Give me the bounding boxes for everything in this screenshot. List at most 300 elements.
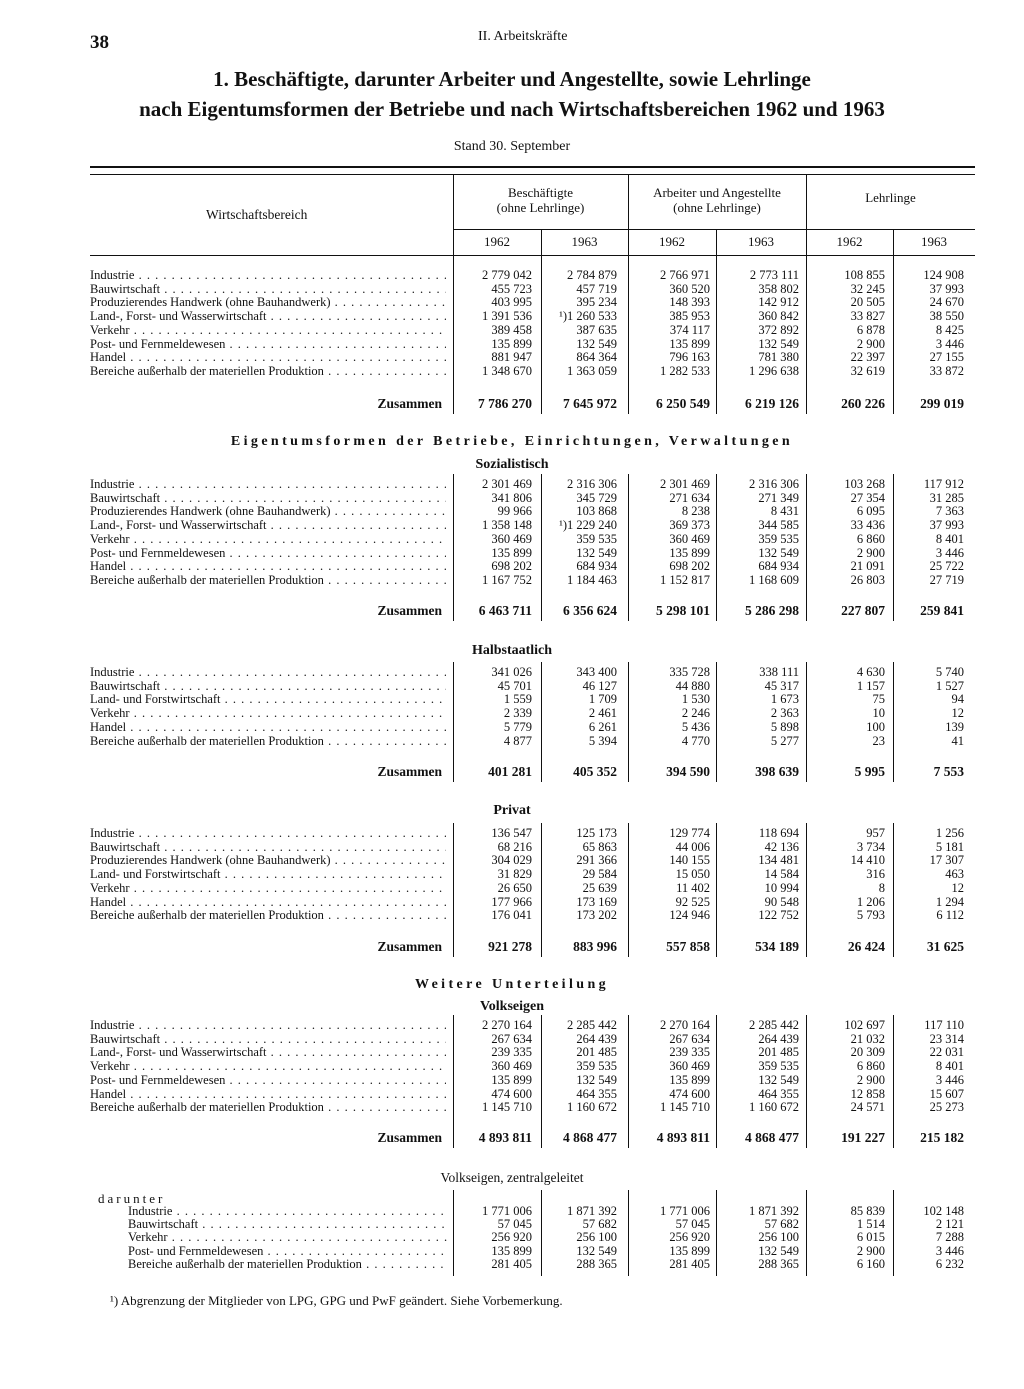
cell-value: 1 559: [503, 692, 532, 707]
cell-value: 33 827: [850, 309, 885, 324]
total-value: 405 352: [573, 764, 617, 779]
row-label: Industrie . . .: [90, 268, 446, 282]
cell-value: 135 899: [669, 1243, 710, 1258]
cell-value: 881 947: [491, 350, 532, 365]
row-label: Post- und Fernmeldewesen . . .: [90, 1073, 446, 1087]
total-row: [0, 602, 1024, 620]
row-label: Verkehr . . .: [90, 706, 446, 720]
cell-value: 463: [945, 867, 964, 882]
year-header: 1962: [484, 234, 510, 249]
cell-value: 281 405: [491, 1256, 532, 1271]
cell-value: 5 436: [681, 719, 710, 734]
cell-value: 26 650: [497, 880, 532, 895]
cell-value: 102 697: [844, 1018, 885, 1032]
cell-value: 140 155: [669, 853, 710, 868]
cell-value: 8 425: [935, 322, 964, 337]
total-value: 394 590: [666, 764, 710, 779]
table-row: [0, 867, 1024, 881]
cell-value: 31 829: [497, 867, 532, 882]
cell-value: 359 535: [758, 1059, 799, 1074]
total-value: 4 893 811: [656, 1130, 710, 1145]
cell-value: 117 912: [923, 477, 964, 491]
table-row: [0, 364, 1024, 378]
row-label: Bauwirtschaft . . .: [90, 282, 446, 296]
year-header: 1962: [836, 234, 863, 249]
total-value: 398 639: [755, 764, 799, 779]
cell-value: 27 155: [929, 350, 964, 365]
cell-value: 3 446: [935, 336, 964, 351]
cell-value: 32 619: [850, 363, 885, 378]
cell-value: 1 145 710: [482, 1100, 532, 1115]
total-value: 260 226: [841, 396, 885, 411]
table-row: [0, 720, 1024, 734]
cell-value: 2 900: [856, 1243, 885, 1258]
total-value: 4 893 811: [478, 1130, 532, 1145]
cell-value: 264 439: [758, 1031, 799, 1046]
cell-value: 2 121: [935, 1217, 964, 1232]
table-row: [0, 881, 1024, 895]
cell-value: 24 571: [850, 1100, 885, 1115]
cell-value: 2 900: [856, 336, 885, 351]
cell-value: 32 245: [850, 281, 885, 296]
total-value: 4 868 477: [745, 1130, 799, 1145]
cell-value: 4 877: [503, 733, 532, 748]
row-label: Land-, Forst- und Wasserwirtschaft . . .: [90, 518, 446, 532]
cell-value: 684 934: [758, 559, 799, 574]
total-label: Zusammen: [377, 396, 442, 411]
cell-value: 395 234: [576, 295, 617, 310]
total-value: 31 625: [926, 939, 964, 954]
cell-value: 369 373: [669, 518, 710, 533]
cell-value: 1 160 672: [749, 1100, 799, 1115]
cell-value: 57 045: [675, 1217, 710, 1232]
cell-value: 5 898: [770, 719, 799, 734]
cell-value: 8 401: [935, 1059, 964, 1074]
row-header-label: Wirtschaftsbereich: [206, 207, 308, 222]
row-label: Bereiche außerhalb der materiellen Produktion . . .: [90, 1100, 446, 1114]
cell-value: 698 202: [669, 559, 710, 574]
total-value: 557 858: [666, 939, 710, 954]
cell-value: 1 294: [935, 894, 964, 909]
cell-value: 338 111: [759, 665, 799, 679]
cell-value: 135 899: [491, 545, 532, 560]
cell-value: 1 296 638: [749, 363, 799, 378]
total-value: 5 286 298: [745, 603, 799, 618]
row-label: Bereiche außerhalb der materiellen Produktion . . .: [90, 573, 446, 587]
table-row: [0, 1257, 1024, 1271]
cell-value: 37 993: [929, 518, 964, 533]
cell-value: 1 530: [681, 692, 710, 707]
row-label: Produzierendes Handwerk (ohne Bauhandwerk) . . .: [90, 504, 446, 518]
cell-value: 65 863: [582, 839, 617, 854]
cell-value: 256 920: [669, 1230, 710, 1245]
cell-value: 345 729: [576, 490, 617, 505]
cell-value: 464 355: [576, 1086, 617, 1101]
cell-value: 343 400: [576, 665, 617, 679]
cell-value: 2 285 442: [749, 1018, 799, 1032]
cell-value: 271 634: [669, 490, 710, 505]
total-value: 227 807: [841, 603, 885, 618]
row-label: Post- und Fernmeldewesen . . .: [90, 337, 446, 351]
cell-value: 304 029: [491, 853, 532, 868]
row-label: Bereiche außerhalb der materiellen Produktion . . .: [90, 734, 446, 748]
table-row: [0, 477, 1024, 491]
cell-value: 125 173: [576, 826, 617, 840]
cell-value: 25 273: [929, 1100, 964, 1115]
cell-value: 2 766 971: [660, 268, 710, 282]
cell-value: 6 232: [935, 1256, 964, 1271]
cell-value: 2 773 111: [749, 268, 799, 282]
cell-value: 102 148: [923, 1204, 964, 1218]
cell-value: 6 261: [588, 719, 617, 734]
cell-value: 2 363: [770, 706, 799, 721]
cell-value: 1 871 392: [567, 1204, 617, 1218]
row-label: Verkehr . . .: [90, 532, 446, 546]
cell-value: 3 734: [856, 839, 885, 854]
table-row: [0, 1087, 1024, 1101]
total-value: 26 424: [847, 939, 885, 954]
row-label: Handel . . .: [90, 895, 446, 909]
cell-value: 10 994: [764, 880, 799, 895]
row-label: Land- und Forstwirtschaft . . .: [90, 867, 446, 881]
cell-value: 474 600: [491, 1086, 532, 1101]
cell-value: 341 026: [491, 665, 532, 679]
cell-value: 23: [872, 733, 885, 748]
cell-value: 44 006: [675, 839, 710, 854]
table-row: [0, 350, 1024, 364]
total-value: 7 786 270: [478, 396, 532, 411]
cell-value: 1 206: [856, 894, 885, 909]
cell-value: 124 908: [923, 268, 964, 282]
cell-value: 385 953: [669, 309, 710, 324]
cell-value: 2 900: [856, 545, 885, 560]
col-group-workers: Arbeiter und Angestellte (ohne Lehrlinge): [653, 185, 781, 215]
cell-value: 7 363: [935, 504, 964, 519]
total-row: [0, 763, 1024, 781]
cell-value: 37 993: [929, 281, 964, 296]
cell-value: ¹)1 260 533: [559, 309, 617, 324]
cell-value: 57 682: [764, 1217, 799, 1232]
cell-value: 291 366: [576, 853, 617, 868]
cell-value: 7 288: [935, 1230, 964, 1245]
table-row: [0, 1244, 1024, 1258]
total-label: Zusammen: [377, 603, 442, 618]
cell-value: 288 365: [758, 1256, 799, 1271]
header-bottom-rule: [90, 255, 975, 256]
row-label: Bereiche außerhalb der materiellen Produktion . . .: [90, 364, 446, 378]
cell-value: 360 469: [669, 1059, 710, 1074]
cell-value: 5 793: [856, 908, 885, 923]
table-row: [0, 1032, 1024, 1046]
row-label: Produzierendes Handwerk (ohne Bauhandwerk) . . .: [90, 853, 446, 867]
cell-value: 24 670: [929, 295, 964, 310]
cell-value: 17 307: [929, 853, 964, 868]
cell-value: 1 673: [770, 692, 799, 707]
table-title-line-1: 1. Beschäftigte, darunter Arbeiter und Angestellte, sowie Lehrlinge: [213, 67, 811, 91]
table-row: [0, 679, 1024, 693]
table-row: [0, 1059, 1024, 1073]
cell-value: 239 335: [669, 1045, 710, 1060]
total-value: 259 841: [920, 603, 964, 618]
cell-value: 341 806: [491, 490, 532, 505]
table-row: [0, 840, 1024, 854]
cell-value: 3 446: [935, 1072, 964, 1087]
cell-value: 38 550: [929, 309, 964, 324]
header-mid-rule: [453, 229, 975, 230]
table-row: [0, 895, 1024, 909]
cell-value: 1 348 670: [482, 363, 532, 378]
table-row: [0, 706, 1024, 720]
table-row: [0, 1073, 1024, 1087]
cell-value: 335 728: [669, 665, 710, 679]
cell-value: 457 719: [576, 281, 617, 296]
table-row: [0, 1018, 1024, 1032]
cell-value: 455 723: [491, 281, 532, 296]
table-row: [0, 853, 1024, 867]
year-header: 1962: [659, 234, 685, 249]
total-value: 6 250 549: [656, 396, 710, 411]
cell-value: 267 634: [491, 1031, 532, 1046]
row-label: Land-, Forst- und Wasserwirtschaft . . .: [90, 309, 446, 323]
cell-value: 256 100: [758, 1230, 799, 1245]
cell-value: 173 169: [576, 894, 617, 909]
row-label: Bereiche außerhalb der materiellen Produktion . . .: [128, 1257, 448, 1271]
table-row: [0, 282, 1024, 296]
cell-value: 1 363 059: [567, 363, 617, 378]
cell-value: 2 270 164: [660, 1018, 710, 1032]
cell-value: 6 160: [856, 1256, 885, 1271]
cell-value: 372 892: [758, 322, 799, 337]
row-label: Industrie . . .: [128, 1204, 448, 1218]
total-value: 7 553: [933, 764, 964, 779]
total-value: 6 463 711: [478, 603, 532, 618]
cell-value: 957: [866, 826, 885, 840]
cell-value: 135 899: [491, 1243, 532, 1258]
cell-value: 1 391 536: [482, 309, 532, 324]
cell-value: 6 878: [856, 322, 885, 337]
cell-value: 316: [866, 867, 885, 882]
table-row: [0, 826, 1024, 840]
cell-value: 14 584: [764, 867, 799, 882]
cell-value: 135 899: [491, 336, 532, 351]
table-row: [0, 1230, 1024, 1244]
cell-value: 6 860: [856, 531, 885, 546]
total-row: [0, 938, 1024, 956]
cell-value: 1 184 463: [567, 572, 617, 587]
cell-value: 42 136: [764, 839, 799, 854]
cell-value: 117 110: [924, 1018, 964, 1032]
cell-value: 698 202: [491, 559, 532, 574]
cell-value: 103 868: [576, 504, 617, 519]
row-label: Handel . . .: [90, 720, 446, 734]
row-label: Bereiche außerhalb der materiellen Produktion . . .: [90, 908, 446, 922]
cell-value: 6 112: [936, 908, 964, 923]
cell-value: 45 317: [764, 678, 799, 693]
cell-value: 136 547: [491, 826, 532, 840]
cell-value: 135 899: [669, 336, 710, 351]
total-row: [0, 1129, 1024, 1147]
cell-value: 2 779 042: [482, 268, 532, 282]
cell-value: 5 394: [588, 733, 617, 748]
table-row: [0, 268, 1024, 282]
cell-value: 33 872: [929, 363, 964, 378]
cell-value: ¹)1 229 240: [559, 518, 617, 533]
cell-value: 90 548: [764, 894, 799, 909]
cell-value: 12: [951, 880, 964, 895]
cell-value: 173 202: [576, 908, 617, 923]
cell-value: 176 041: [491, 908, 532, 923]
cell-value: 132 549: [758, 1072, 799, 1087]
row-label: Bauwirtschaft . . .: [90, 491, 446, 505]
ownership-section-header: Eigentumsformen der Betriebe, Einrichtungen, Verwaltungen: [230, 434, 794, 449]
cell-value: 22 031: [929, 1045, 964, 1060]
row-label: Verkehr . . .: [90, 323, 446, 337]
row-label: Bauwirtschaft . . .: [90, 679, 446, 693]
cell-value: 464 355: [758, 1086, 799, 1101]
cell-value: 20 505: [850, 295, 885, 310]
cell-value: 8: [878, 880, 885, 895]
cell-value: 1 709: [588, 692, 617, 707]
cell-value: 267 634: [669, 1031, 710, 1046]
total-value: 6 356 624: [563, 603, 617, 618]
cell-value: 148 393: [669, 295, 710, 310]
total-value: 5 298 101: [656, 603, 710, 618]
row-label: Verkehr . . .: [90, 1059, 446, 1073]
cell-value: 21 091: [850, 559, 885, 574]
cell-value: 103 268: [844, 477, 885, 491]
cell-value: 1 256: [935, 826, 964, 840]
cell-value: 94: [951, 692, 964, 707]
cell-value: 344 585: [758, 518, 799, 533]
cell-value: 3 446: [935, 545, 964, 560]
cell-value: 1 771 006: [482, 1204, 532, 1218]
cell-value: 132 549: [576, 545, 617, 560]
cell-value: 20 309: [850, 1045, 885, 1060]
total-value: 191 227: [841, 1130, 885, 1145]
cell-value: 100: [866, 719, 885, 734]
cell-value: 6 095: [856, 504, 885, 519]
cell-value: 2 285 442: [567, 1018, 617, 1032]
cell-value: 474 600: [669, 1086, 710, 1101]
year-header: 1963: [571, 234, 598, 249]
cell-value: 2 246: [681, 706, 710, 721]
block-title: Halbstaatlich: [471, 643, 553, 658]
cell-value: 389 458: [491, 322, 532, 337]
cell-value: 3 446: [935, 1243, 964, 1258]
cell-value: 135 899: [669, 1072, 710, 1087]
cell-value: 288 365: [576, 1256, 617, 1271]
cell-value: 44 880: [675, 678, 710, 693]
cell-value: 75: [872, 692, 885, 707]
cell-value: 45 701: [497, 678, 532, 693]
table-top-rule: [90, 166, 975, 168]
row-label: Post- und Fernmeldewesen . . .: [128, 1244, 448, 1258]
cell-value: 359 535: [576, 1059, 617, 1074]
cell-value: 1 157: [856, 678, 885, 693]
table-row: [0, 337, 1024, 351]
cell-value: 374 117: [669, 322, 710, 337]
cell-value: 1 145 710: [660, 1100, 710, 1115]
cell-value: 132 549: [758, 545, 799, 560]
cell-value: 1 160 672: [567, 1100, 617, 1115]
year-header: 1963: [921, 234, 947, 249]
cell-value: 26 803: [850, 572, 885, 587]
row-label: Handel . . .: [90, 1087, 446, 1101]
cell-value: 1 282 533: [660, 363, 710, 378]
cell-value: 4 630: [856, 665, 885, 679]
total-label: Zusammen: [377, 939, 442, 954]
row-label: Industrie . . .: [90, 826, 446, 840]
cell-value: 99 966: [497, 504, 532, 519]
cell-value: 27 719: [929, 572, 964, 587]
cell-value: 14 410: [850, 853, 885, 868]
cell-value: 92 525: [675, 894, 710, 909]
cell-value: 25 639: [582, 880, 617, 895]
cell-value: 132 549: [576, 1072, 617, 1087]
cell-value: 359 535: [576, 531, 617, 546]
cell-value: 1 152 817: [660, 572, 710, 587]
cell-value: 15 050: [675, 867, 710, 882]
table-row: [0, 295, 1024, 309]
block-title: Volkseigen: [479, 999, 545, 1014]
cell-value: 135 899: [491, 1072, 532, 1087]
cell-value: 68 216: [497, 839, 532, 854]
cell-value: 118 694: [758, 826, 799, 840]
row-label: Verkehr . . .: [90, 881, 446, 895]
cell-value: 12 858: [850, 1086, 885, 1101]
total-row: [0, 395, 1024, 413]
col-group-employed: Beschäftigte (ohne Lehrlinge): [496, 185, 585, 215]
cell-value: 1 358 148: [482, 518, 532, 533]
cell-value: 139: [945, 719, 964, 734]
total-value: 401 281: [488, 764, 532, 779]
cell-value: 33 436: [850, 518, 885, 533]
cell-value: 201 485: [758, 1045, 799, 1060]
block-title: Privat: [493, 803, 531, 818]
cell-value: 281 405: [669, 1256, 710, 1271]
total-value: 7 645 972: [563, 396, 617, 411]
cell-value: 2 316 306: [749, 477, 799, 491]
total-value: 883 996: [573, 939, 617, 954]
cell-value: 271 349: [758, 490, 799, 505]
cell-value: 10: [872, 706, 885, 721]
cell-value: 360 469: [669, 531, 710, 546]
row-label: Produzierendes Handwerk (ohne Bauhandwerk) . . .: [90, 295, 446, 309]
total-value: 299 019: [920, 396, 964, 411]
table-top-rule-thin: [90, 174, 975, 175]
cell-value: 6 015: [856, 1230, 885, 1245]
cell-value: 2 461: [588, 706, 617, 721]
row-label: Verkehr . . .: [128, 1230, 448, 1244]
cell-value: 781 380: [758, 350, 799, 365]
cell-value: 57 682: [582, 1217, 617, 1232]
cell-value: 41: [951, 733, 964, 748]
total-value: 6 219 126: [745, 396, 799, 411]
cell-value: 864 364: [576, 350, 617, 365]
page-number: 38: [90, 32, 109, 53]
darunter-label: darunter: [98, 1191, 166, 1206]
table-row: [0, 559, 1024, 573]
cell-value: 4 770: [681, 733, 710, 748]
cell-value: 23 314: [929, 1031, 964, 1046]
total-value: 5 995: [854, 764, 885, 779]
table-row: [0, 1217, 1024, 1231]
cell-value: 684 934: [576, 559, 617, 574]
cell-value: 1 167 752: [482, 572, 532, 587]
cell-value: 108 855: [844, 268, 885, 282]
table-row: [0, 532, 1024, 546]
cell-value: 25 722: [929, 559, 964, 574]
